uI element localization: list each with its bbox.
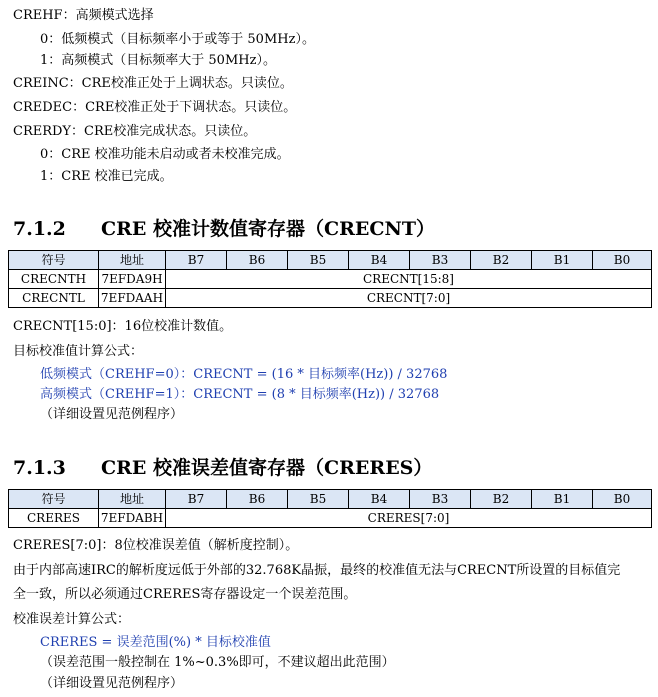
section-heading-crecnt [13, 217, 435, 241]
creres-note-range: （误差范围一般控制在 1%~0.3%即可，不建议超出此范围） [40, 655, 395, 670]
header-address: 地址 [99, 251, 166, 270]
header-address: 地址 [99, 490, 166, 509]
section-number: 7.1.3 [13, 457, 66, 479]
header-b6: B6 [227, 490, 288, 509]
header-b3: B3 [410, 251, 471, 270]
header-b2: B2 [471, 490, 532, 509]
creres-formula: CRERES = 误差范围(%) * 目标校准值 [40, 635, 271, 650]
crecnt-formula-title: 目标校准值计算公式： [13, 344, 144, 359]
header-b7: B7 [166, 251, 227, 270]
header-b4: B4 [349, 490, 410, 509]
register-field: CRERES[7:0] [166, 509, 652, 528]
crerdy-option-1: 1：CRE 校准已完成。 [40, 169, 173, 184]
crecnt-register-table [8, 250, 652, 308]
header-b0: B0 [593, 490, 652, 509]
crehf-option-1: 1：高频模式（目标频率大于 50MHz）。 [40, 53, 276, 68]
register-address: 7EFDA9H [99, 270, 166, 289]
register-field: CRECNT[15:8] [166, 270, 652, 289]
crecnt-desc: CRECNT[15:0]：16位校准计数值。 [13, 319, 233, 334]
header-b5: B5 [288, 490, 349, 509]
table-header-row [9, 490, 652, 509]
header-b0: B0 [593, 251, 652, 270]
header-b1: B1 [532, 490, 593, 509]
section-title: CRE 校准误差值寄存器（CRERES） [101, 457, 433, 479]
header-symbol: 符号 [9, 251, 99, 270]
header-b6: B6 [227, 251, 288, 270]
register-address: 7EFDAAH [99, 289, 166, 308]
table-header-row [9, 251, 652, 270]
header-b5: B5 [288, 251, 349, 270]
creres-desc: CRERES[7:0]：8位校准误差值（解析度控制）。 [13, 538, 299, 553]
section-number: 7.1.2 [13, 218, 66, 240]
crerdy-title: CRERDY：CRE校准完成状态。只读位。 [13, 124, 257, 139]
crecnt-note: （详细设置见范例程序） [40, 407, 184, 422]
table-row [9, 509, 652, 528]
header-b2: B2 [471, 251, 532, 270]
crehf-title: CREHF：高频模式选择 [13, 8, 154, 23]
creinc-desc: CREINC：CRE校准正处于上调状态。只读位。 [13, 76, 293, 91]
credec-desc: CREDEC：CRE校准正处于下调状态。只读位。 [13, 100, 297, 115]
creres-formula-title: 校准误差计算公式： [13, 612, 131, 627]
creres-note-example: （详细设置见范例程序） [40, 676, 184, 691]
crerdy-option-0: 0：CRE 校准功能未启动或者未校准完成。 [40, 147, 290, 162]
creres-paragraph-line-1: 由于内部高速IRC的解析度远低于外部的32.768K晶振，最终的校准值无法与CRECNT所设置的目标值完 [13, 563, 621, 578]
crecnt-formula-high: 高频模式（CREHF=1）：CRECNT = (8 * 目标频率(Hz)) / 32768 [40, 387, 440, 402]
creres-register-table [8, 489, 652, 528]
register-field: CRECNT[7:0] [166, 289, 652, 308]
header-symbol: 符号 [9, 490, 99, 509]
header-b7: B7 [166, 490, 227, 509]
register-address: 7EFDABH [99, 509, 166, 528]
table-row [9, 270, 652, 289]
table-row [9, 289, 652, 308]
header-b4: B4 [349, 251, 410, 270]
section-heading-creres [13, 456, 432, 480]
header-b1: B1 [532, 251, 593, 270]
register-symbol: CRECNTH [9, 270, 99, 289]
crecnt-formula-low: 低频模式（CREHF=0）：CRECNT = (16 * 目标频率(Hz)) / 32768 [40, 367, 448, 382]
register-symbol: CRERES [9, 509, 99, 528]
header-b3: B3 [410, 490, 471, 509]
crehf-option-0: 0：低频模式（目标频率小于或等于 50MHz）。 [40, 32, 315, 47]
register-symbol: CRECNTL [9, 289, 99, 308]
creres-paragraph-line-2: 全一致，所以必须通过CRERES寄存器设定一个误差范围。 [13, 587, 357, 602]
section-title: CRE 校准计数值寄存器（CRECNT） [101, 218, 436, 240]
